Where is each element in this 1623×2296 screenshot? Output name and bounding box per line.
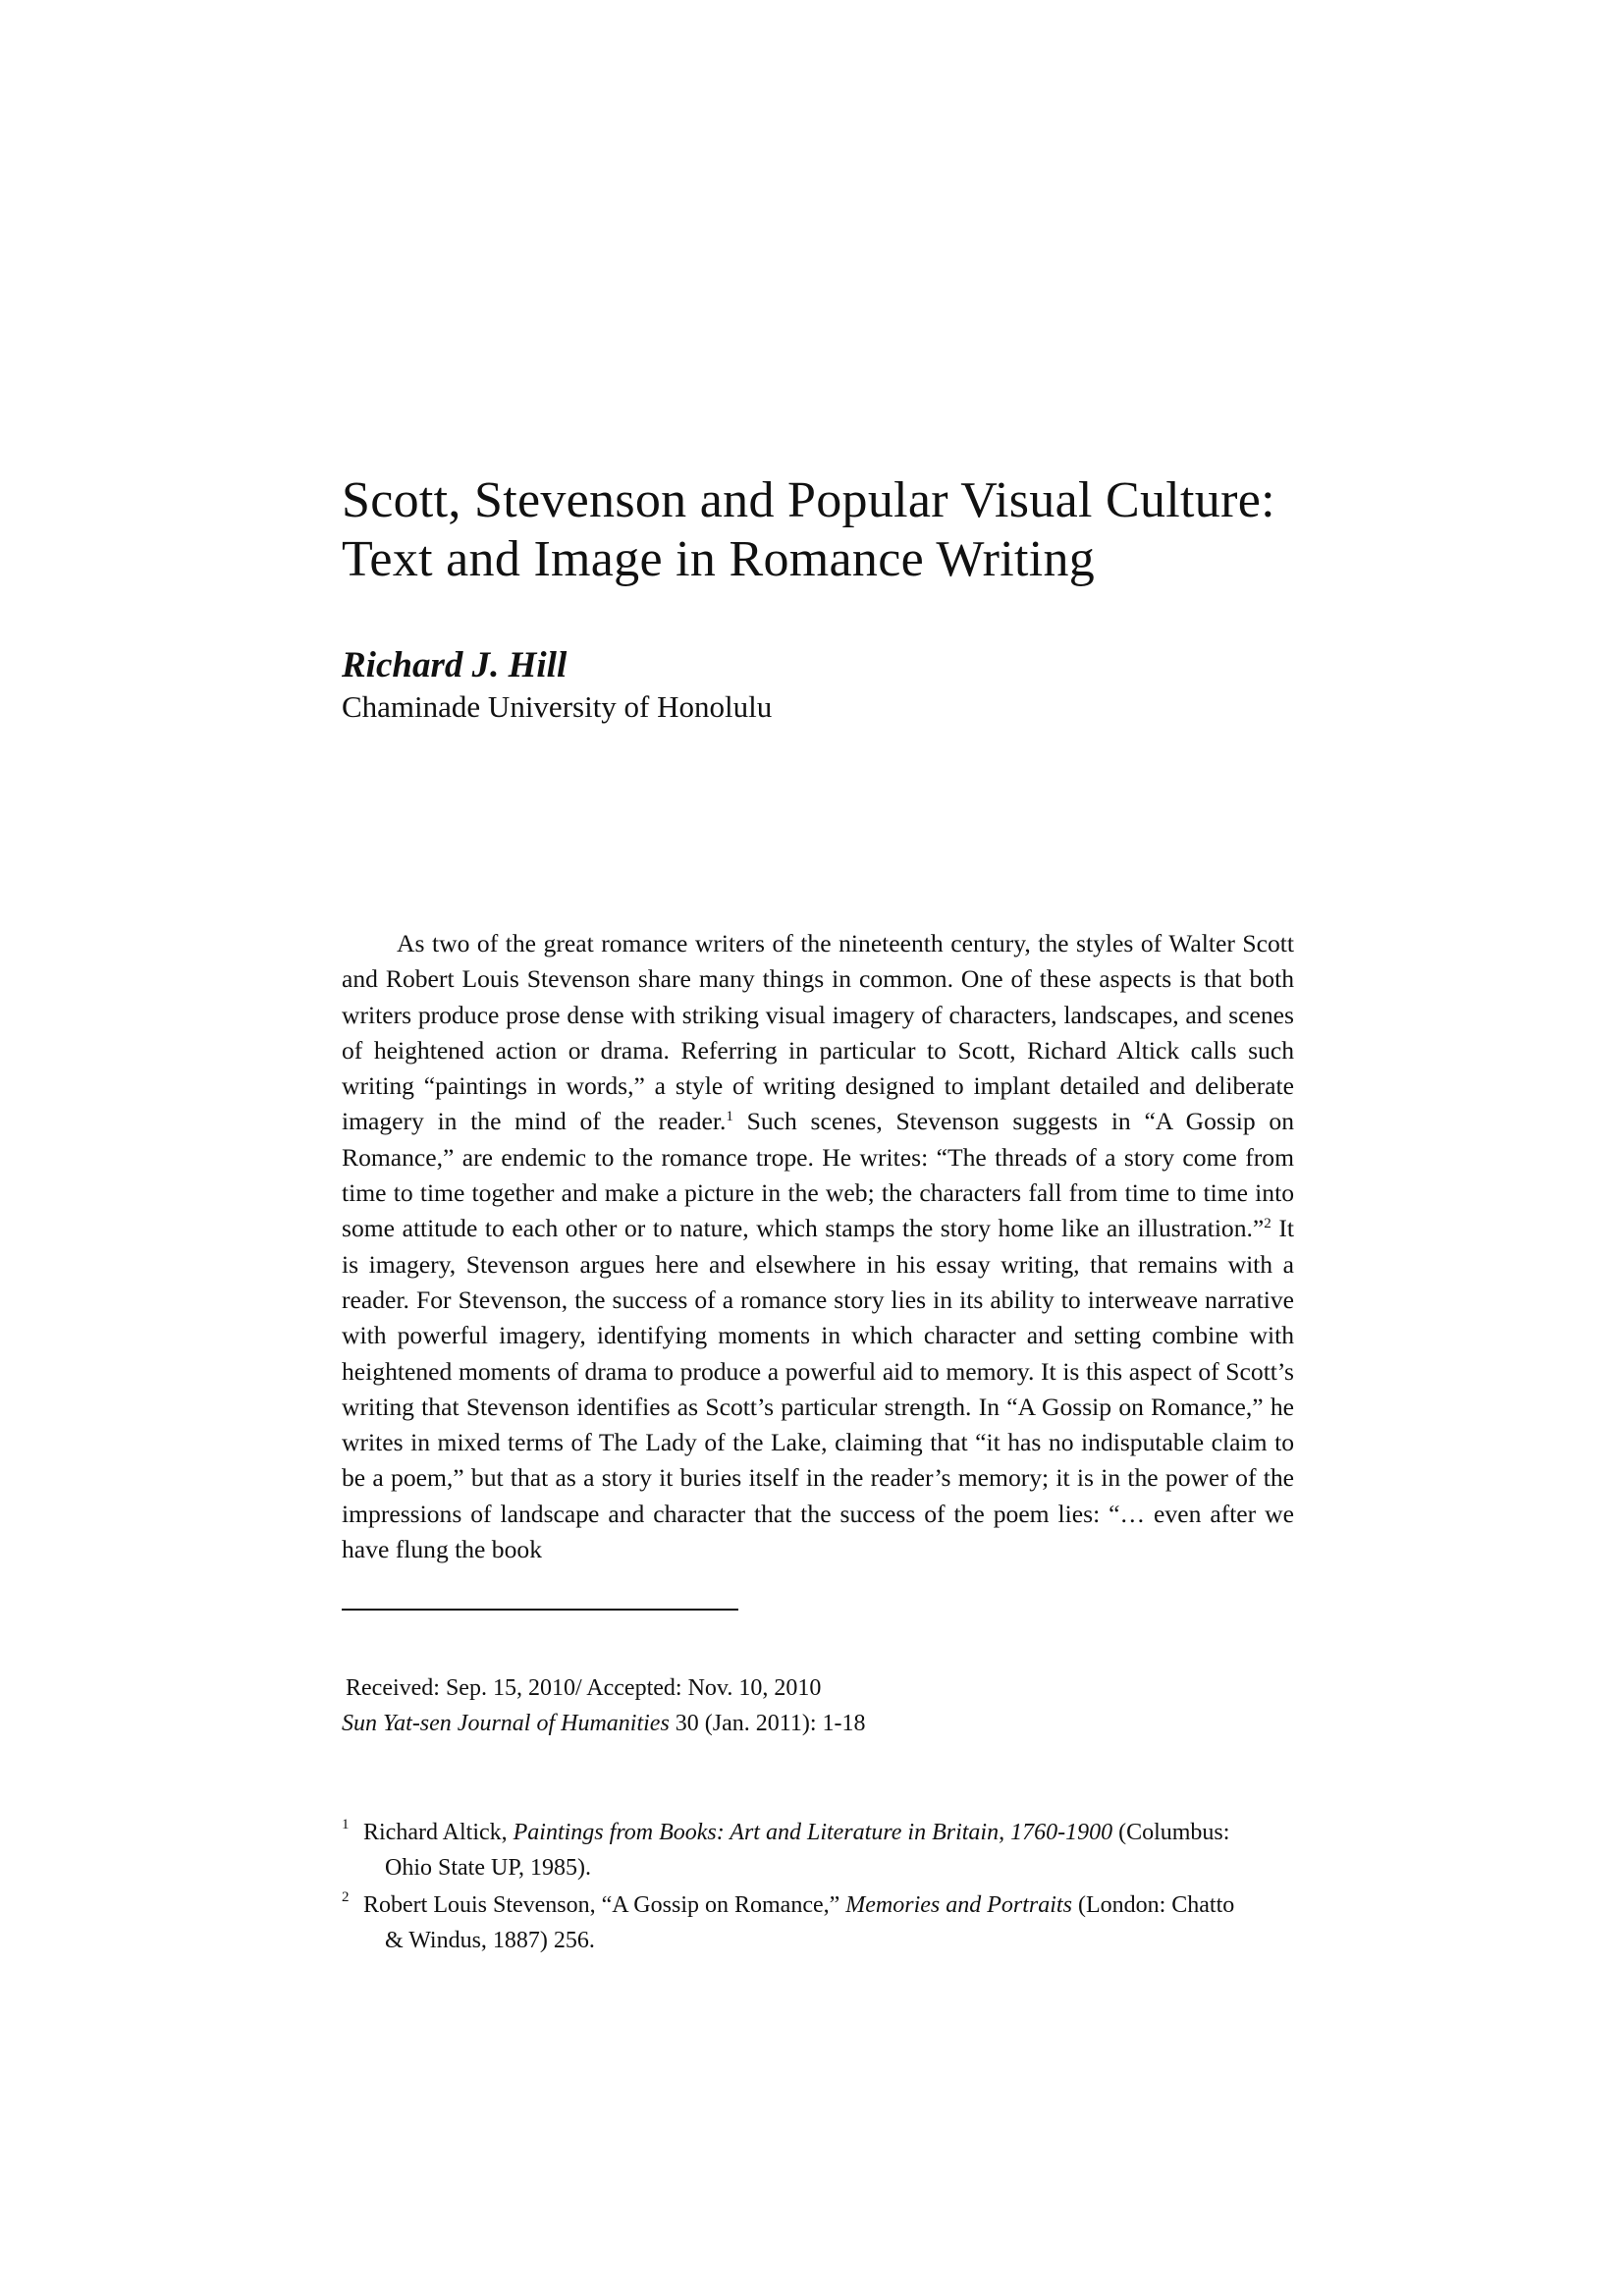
footnote-book-title: Paintings from Books: Art and Literature in Britain, 1760-1900: [513, 1820, 1113, 1845]
footnote-2: [342, 1887, 1294, 1958]
footnote-number: 1: [342, 1817, 350, 1832]
journal-volume-pages: 30 (Jan. 2011): 1-18: [669, 1711, 866, 1736]
footnote-continuation: & Windus, 1887) 256.: [385, 1928, 595, 1953]
footnote-ref-2: 2: [1264, 1216, 1271, 1232]
article-title-line-2: Text and Image in Romance Writing: [342, 531, 1096, 587]
footnote-number: 2: [342, 1889, 350, 1905]
title-block: [342, 471, 1294, 727]
footnote-text: Robert Louis Stevenson, “A Gossip on Romance,”: [363, 1892, 846, 1918]
footnote-divider: [342, 1609, 738, 1611]
article-title-line-1: Scott, Stevenson and Popular Visual Culture:: [342, 472, 1275, 528]
author-name: Richard J. Hill: [342, 645, 568, 685]
author-affiliation: Chaminade University of Honolulu: [342, 689, 773, 724]
footnote-book-title: Memories and Portraits: [845, 1892, 1072, 1918]
footnote-continuation: Ohio State UP, 1985).: [385, 1855, 591, 1881]
body-text-part-1: As two of the great romance writers of the nineteenth century, the styles of Walter Scott and Robert Louis Stevenson share many things in common. One of these aspects is that both writers produce prose dense with striking visual imagery of characters, landscapes, and scenes of heightened action or drama. Referring in particular to Scott, Richard Altick calls such writing “paintings in words,” a style of writing designed to implant detailed and deliberate imagery in the mind of the reader.: [342, 929, 1294, 1136]
body-paragraph: [342, 926, 1294, 1567]
article-title: [342, 471, 1294, 589]
body-text-part-3: It is imagery, Stevenson argues here and elsewhere in his essay writing, that remains with a reader. For Stevenson, the success of a romance story lies in its ability to interweave narrative with powerful imagery, identifying moments in which character and setting combine with heightened moments of drama to produce a powerful aid to memory. It is this aspect of Scott’s writing that Stevenson identifies as Scott’s particular strength. In “A Gossip on Romance,” he writes in mixed terms of The Lady of the Lake, claiming that “it has no indisputable claim to be a poem,” but that as a story it buries itself in the reader’s memory; it is in the power of the impressions of landscape and character that the success of the poem lies: “… even after we have flung the book: [342, 1214, 1294, 1564]
body-text-part-2: Such scenes, Stevenson suggests in “A Gossip on Romance,” are endemic to the romance trope. He writes: “The threads of a story come from time to time together and make a picture in the web; the characters fall from time to time into some attitude to each other or to nature, which stamps the story home like an illustration.”: [342, 1107, 1295, 1243]
footnote-1: [342, 1815, 1294, 1886]
journal-name: Sun Yat-sen Journal of Humanities: [342, 1711, 670, 1736]
author-block: [342, 644, 1294, 727]
footnote-text: Richard Altick,: [363, 1820, 514, 1845]
footnote-text: (London: Chatto: [1071, 1892, 1235, 1918]
footnote-ref-1: 1: [726, 1109, 733, 1125]
footnote-text: (Columbus:: [1112, 1820, 1230, 1845]
footnotes: [342, 1815, 1294, 1960]
received-accepted-dates: Received: Sep. 15, 2010/ Accepted: Nov. 10, 2010: [346, 1675, 822, 1701]
journal-citation: [342, 1705, 866, 1742]
